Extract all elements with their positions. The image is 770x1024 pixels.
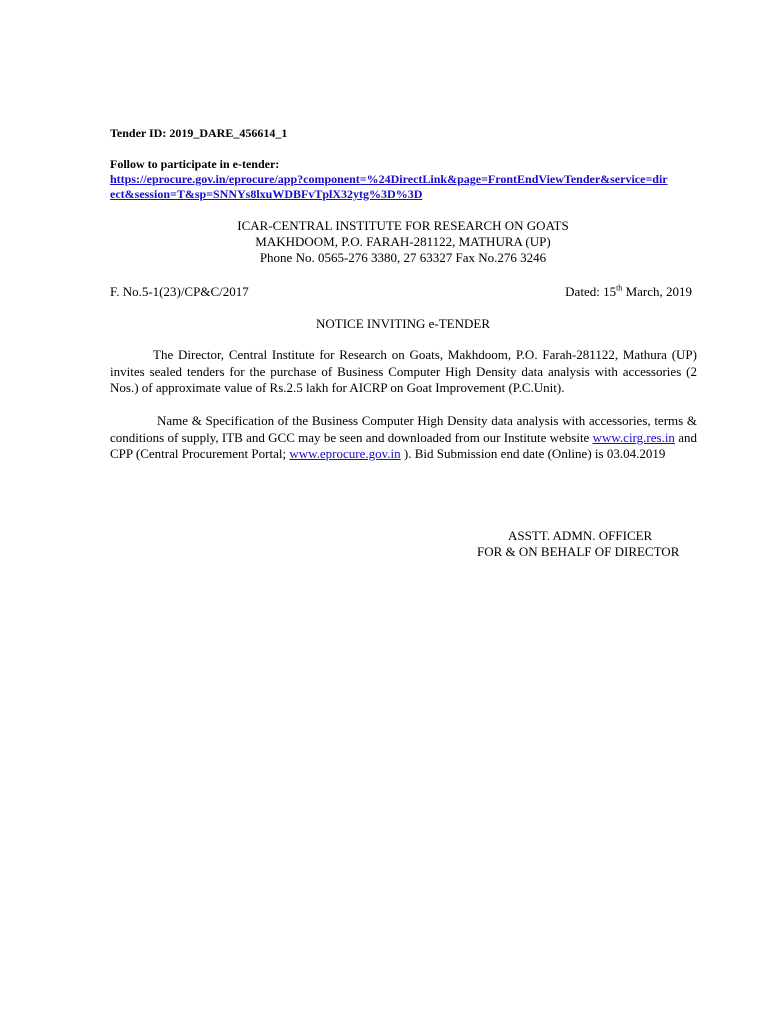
paragraph-director: The Director, Central Institute for Research on Goats, Makhdoom, P.O. Farah-281122, Mathura (UP) invites sealed tenders for the purchase of Business Computer High Density data analysis with accessories (2 Nos.) of approximate value of Rs.2.5 lakh for AICRP on Goat Improvement (P.C.Unit). xyxy=(110,347,697,396)
institute-phone: Phone No. 0565-276 3380, 27 63327 Fax No.276 3246 xyxy=(259,250,547,265)
signature-title: ASSTT. ADMN. OFFICER xyxy=(508,528,653,543)
institute-website-link[interactable]: www.cirg.res.in xyxy=(592,429,675,445)
spec-text-c: ). Bid Submission end date (Online) is 03.04.2019 xyxy=(400,446,666,462)
tender-link-line2[interactable]: ect&session=T&sp=SNNYs8lxuWDBFvTplX32ytg%3D%3D xyxy=(110,187,423,201)
date-line xyxy=(565,284,692,300)
tender-link-line1[interactable]: https://eprocure.gov.in/eprocure/app?component=%24DirectLink&page=FrontEndViewTender&service=dir xyxy=(110,172,668,186)
notice-title: NOTICE INVITING e-TENDER xyxy=(315,316,490,331)
date-suffix: March, 2019 xyxy=(622,284,692,299)
signature-behalf: FOR & ON BEHALF OF DIRECTOR xyxy=(477,544,680,559)
follow-label: Follow to participate in e-tender: xyxy=(110,157,280,171)
date-prefix: Dated: 15 xyxy=(565,284,617,299)
date-superscript: th xyxy=(616,283,623,293)
tender-id: Tender ID: 2019_DARE_456614_1 xyxy=(110,126,288,140)
institute-address: MAKHDOOM, P.O. FARAH-281122, MATHURA (UP) xyxy=(255,234,551,249)
spec-text-b: and CPP (Central Procurement Portal; xyxy=(110,429,697,462)
paragraph-specification xyxy=(110,413,697,463)
file-number: F. No.5-1(23)/CP&C/2017 xyxy=(110,284,249,299)
eprocure-link[interactable]: www.eprocure.gov.in xyxy=(289,446,401,462)
spec-text-a: Name & Specification of the Business Computer High Density data analysis with accessories, terms & conditions of supply, ITB and GCC may be seen and downloaded from our Institute website xyxy=(110,413,697,445)
institute-name: ICAR-CENTRAL INSTITUTE FOR RESEARCH ON GOATS xyxy=(237,218,569,233)
